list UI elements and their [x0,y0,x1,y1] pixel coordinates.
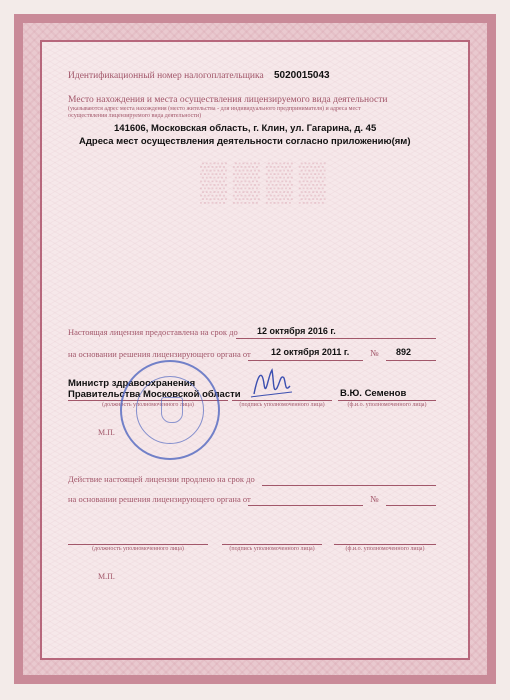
location-note-2: осуществления лицензируемого вида деятельности) [68,113,202,119]
signatory-position-2: Правительства Московской области [68,389,241,400]
basis-label: на основании решения лицензирующего органа от [68,349,251,359]
basis-line [248,360,363,361]
extension-signature-line [222,544,322,545]
watermark-pattern: ▒▒▒▒ [200,161,332,203]
basis-date: 12 октября 2011 г. [271,347,350,357]
extension-number-line [386,505,436,506]
signature-image [246,364,296,404]
inn-value: 5020015043 [274,70,330,81]
caption-position: (должность уполномоченного лица) [102,402,194,408]
location-note-1: (указываются адрес места нахождения (место жительства - для индивидуального предпринимателя) и адреса мест [68,106,361,112]
number-line [386,360,436,361]
official-seal-stamp [120,360,220,460]
signatory-name: В.Ю. Семенов [340,388,407,399]
address-note: Адреса мест осуществления деятельности согласно приложению(ям) [79,136,411,147]
caption-signature: (подпись уполномоченного лица) [239,402,325,408]
name-line [338,400,436,401]
extension-position-line [68,544,208,545]
extension-number-sign: № [370,494,379,504]
extension-caption-signature: (подпись уполномоченного лица) [229,546,315,552]
location-label: Место нахождения и места осуществления лицензируемого вида деятельности [68,95,388,105]
extension-name-line [334,544,436,545]
inn-label: Идентификационный номер налогоплательщика [68,71,264,81]
license-number: 892 [396,347,412,357]
extension-term-line [262,485,436,486]
signature-line [232,400,332,401]
signatory-position-1: Министр здравоохранения [68,378,196,389]
extension-mp-label: М.П. [98,572,115,581]
seal-inner-ring [136,376,204,444]
seal-emblem-icon [161,397,183,423]
term-value: 12 октября 2016 г. [257,326,336,336]
extension-basis-line [248,505,363,506]
extension-caption-name: (ф.и.о. уполномоченного лица) [345,546,425,552]
address-value: 141606, Московская область, г. Клин, ул. Гагарина, д. 45 [114,123,377,134]
extension-caption-position: (должность уполномоченного лица) [92,546,184,552]
caption-name: (ф.и.о. уполномоченного лица) [347,402,427,408]
mp-label: М.П. [98,428,115,437]
term-line [236,338,436,339]
number-sign: № [370,348,379,358]
extension-term-label: Действие настоящей лицензии продлено на срок до [68,474,255,484]
extension-basis-label: на основании решения лицензирующего органа от [68,494,251,504]
term-label: Настоящая лицензия предоставлена на срок до [68,327,238,337]
